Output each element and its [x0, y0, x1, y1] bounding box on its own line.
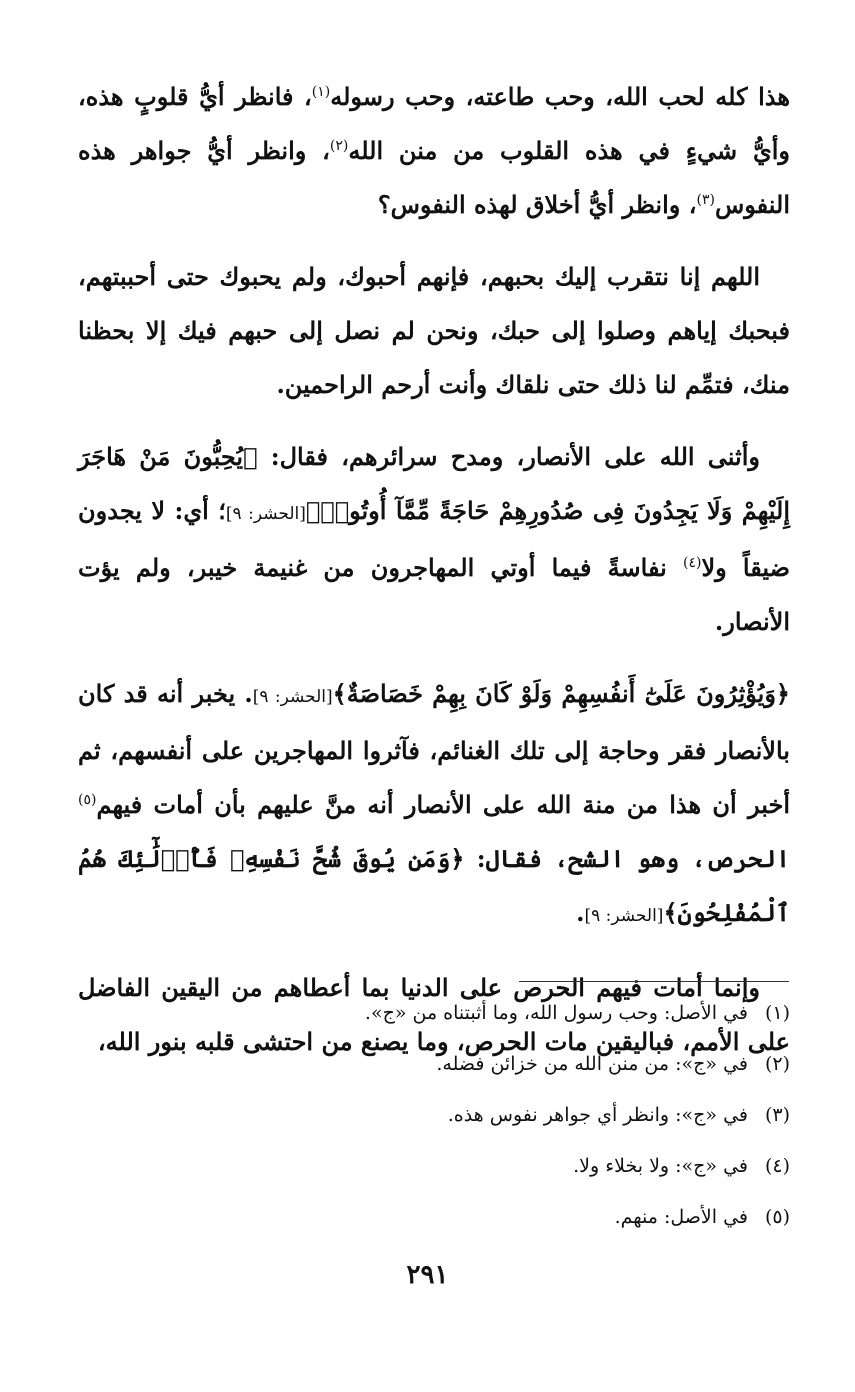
footnote-separator: [519, 981, 789, 982]
footnote-item: [78, 1102, 790, 1128]
footnote-reference: (١): [311, 84, 331, 100]
text-segment: ؛ أي: لا يجدون ضيقاً ولا: [78, 496, 790, 582]
paragraph-p2: [78, 250, 790, 412]
paragraph-p3: [78, 430, 790, 649]
text-segment: الحرص، وهو الشح، فقال:: [464, 844, 791, 873]
text-segment: وأثنى الله على الأنصار، ومدح سرائرهم، فقال:: [257, 442, 760, 471]
text-segment: اللهم إنا نتقرب إليك بحبهم، فإنهم أحبوك، ولم يحبوك حتى أحببتهم، فبحبك إياهم وصلوا إلى حبك، ونحن لم نصل إلى حبهم فيك إلا بحظنا منك، فتمِّم لنا ذلك حتى نلقاك وأنت أرحم الراحمين.: [78, 262, 790, 399]
verse-citation: [الحشر: ٩]: [225, 504, 306, 524]
quran-verse: ﴿يُحِبُّونَ مَنْ هَاجَرَ إِلَيْهِمْ وَلَا يَجِدُونَ فِى صُدُورِهِمْ حَاجَةً مِّمَّآ أُوتُوا۟﴾: [78, 442, 790, 525]
footnote-number: (١): [764, 1002, 790, 1024]
footnote-number: (٥): [764, 1206, 790, 1228]
page-number: ٢٩١: [406, 1260, 449, 1290]
footnote-text: في «ج»: ولا بخلاء ولا.: [573, 1155, 748, 1177]
footnotes-list: [78, 1000, 790, 1255]
footnote-item: [78, 1204, 790, 1230]
verse-citation: [الحشر: ٩]: [252, 687, 333, 707]
footnote-item: [78, 1153, 790, 1179]
main-text: [78, 70, 790, 1087]
verse-citation: [الحشر: ٩]: [584, 906, 664, 926]
footnote-reference: (٥): [78, 792, 97, 808]
footnote-reference: (٢): [329, 138, 349, 154]
text-segment: .: [576, 898, 585, 927]
text-segment: ، وانظر أيُّ جواهر هذه النفوس: [78, 136, 790, 219]
text-segment: . يخبر أنه قد كان بالأنصار فقر وحاجة إلى تلك الغنائم، فآثروا المهاجرين على أنفسهم، ثم أخبر أن هذا من منة الله على الأنصار أنه منَّ عليهم بأن أمات فيهم: [78, 679, 790, 819]
text-segment: نفاسةً فيما أوتي المهاجرون من غنيمة خيبر، ولم يؤت الأنصار.: [78, 553, 790, 636]
footnote-number: (٣): [764, 1104, 790, 1126]
footnote-number: (٤): [764, 1155, 790, 1177]
footnote-text: في الأصل: وحب رسول الله، وما أثبتناه من «ج».: [364, 1002, 748, 1024]
text-segment: وإنما أمات فيهم الحرص على الدنيا بما أعطاهم من اليقين الفاضل على الأمم، فباليقين مات الحرص، وما يصنع من احتشى قلبه بنور الله،: [78, 973, 790, 1056]
text-segment: ، فانظر أيُّ قلوبٍ هذه، وأيُّ شيءٍ في هذه القلوب من منن الله: [78, 82, 790, 165]
footnote-text: في «ج»: وانظر أي جواهر نفوس هذه.: [447, 1104, 748, 1126]
footnote-reference: (٣): [696, 192, 715, 208]
paragraph-p4: [78, 667, 790, 943]
text-segment: هذا كله لحب الله، وحب طاعته، وحب رسوله: [330, 82, 791, 111]
text-segment: ، وانظر أيُّ أخلاق لهذه النفوس؟: [377, 190, 697, 219]
paragraph-p1: [78, 70, 790, 232]
footnote-item: [78, 1000, 790, 1026]
quran-verse: ﴿وَيُؤْثِرُونَ عَلَىٰٓ أَنفُسِهِمْ وَلَوْ كَانَ بِهِمْ خَصَاصَةٌ﴾: [332, 679, 790, 708]
quran-verse: ﴿وَمَن يُوقَ شُحَّ نَفْسِهِۦ فَأُو۟لَٰٓئِكَ هُمُ ٱلْمُفْلِحُونَ﴾: [78, 844, 790, 927]
footnote-number: (٢): [764, 1053, 790, 1075]
footnote-text: في «ج»: من منن الله من خزائن فضله.: [436, 1053, 748, 1075]
footnote-reference: (٤): [682, 555, 702, 571]
footnote-text: في الأصل: منهم.: [614, 1206, 748, 1228]
footnote-item: [78, 1051, 790, 1077]
